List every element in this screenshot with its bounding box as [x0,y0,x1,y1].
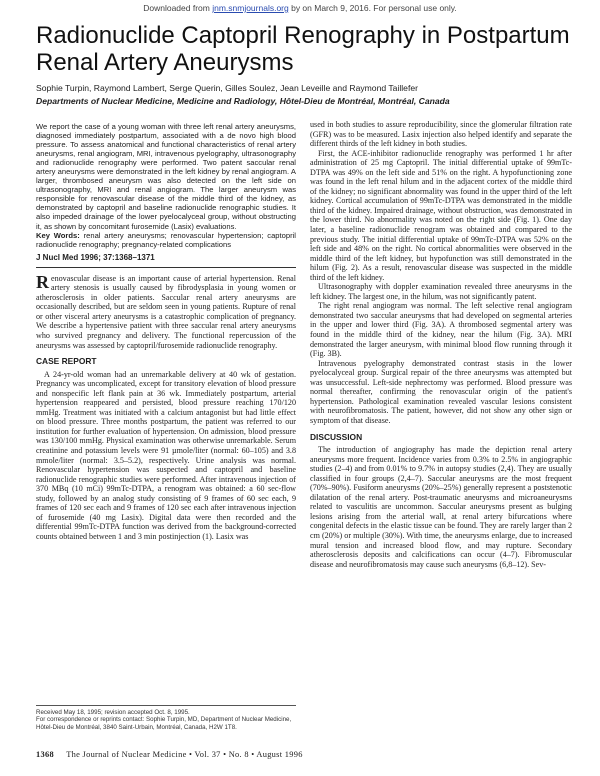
case-report-heading: CASE REPORT [36,356,97,367]
paragraph-2: First, the ACE-inhibitor radionuclide renography was performed 1 hr after administration of 25 mg Captopril. The initial differential uptake of 99mTc-DTPA was 49% on the left side and 51% on the right. A hypofunctioning zone was found in the left renal hilum and in the adjacent cortex of the middle third of the kidney; no significant abnormality was found in the upper third of the left kidney. Cortical accumulation of 99mTc-DTPA was demonstrated in the middle third of the kidney. Impaired drainage, without obstruction, was demonstrated in the lower third. No abnormality was noted on the right side (Fig. 1). One day later, a baseline radionuclide renogram was obtained and compared to the previous study. The initial differential uptake of 99mTc-DTPA was 52% on the left side and 48% on the right. No cortical abnormalities were observed in the middle third of the left kidney, but hypofunction was still demonstrated in the hilum (Fig. 2). As a result, renovascular disease was suspected in the middle third of the left kidney. [310,148,572,282]
discussion-heading: DISCUSSION [310,431,363,442]
paragraph-1: used in both studies to assure reproducibility, since the glomerular filtration rate (GFR) was to be measured. Lasix injection also helped identify and separate the different thirds of the left kidney in both studies. [310,120,572,149]
intro-section [36,271,296,542]
footnote-correspondence: For correspondence or reprints contact: Sophie Turpin, MD, Department of Nuclear Medicine, Hôtel-Dieu de Montréal, 3840 Saint-Urbain, Montréal, Canada, H2W 1T8. [36,716,292,731]
keywords-label: Key Words: [36,230,80,240]
page-footer [36,750,576,759]
download-suffix: by on March 9, 2016. For personal use only. [288,3,457,13]
paragraph-5: Intravenous pyelography demonstrated contrast stasis in the lower pyelocalyceal group. Surgical repair of the three aneurysms was attempted but was unsuccessful. Left-side nephrectomy was performed. Blood pressure was normal thereafter, confirming the renovascular origin of the patient's hypertension. Pathological examination revealed vascular lesions consistent with neurofibromatosis. The patient, however, did not show any other sign or symptom of that disease. [310,358,572,425]
journal-footer: The Journal of Nuclear Medicine • Vol. 37 • No. 8 • August 1996 [66,750,303,759]
journal-site-link[interactable]: jnm.snmjournals.org [212,3,289,13]
intro-paragraph [36,271,296,350]
affiliation: Departments of Nuclear Medicine, Medicine and Radiology, Hôtel-Dieu de Montréal, Montréal, Canada [36,96,450,106]
citation: J Nucl Med 1996; 37:1368–1371 [36,252,155,262]
drop-cap: R [36,271,49,292]
article-title: Radionuclide Captopril Renography in Postpartum Renal Artery Aneurysms [36,22,570,76]
page-number: 1368 [36,750,54,759]
keywords [36,231,296,249]
case-report-text: A 24-yr-old woman had an unremarkable delivery at 40 wk of gestation. Pregnancy was uncomplicated, except for transitory elevation of blood pressure and nonspecific left flank pain at 36 wk. Immediately postpartum, arterial hypertension reappeared and persisted, blood pressure reaching 170/120 mmHg. Treatment was initiated with a calcium antagonist but had little effect on blood pressure. Three months postpartum, the patient was referred to our institution for further evaluation of hypertension. On admission, blood pressure was 130/100 mmHg. Physical examination was otherwise unremarkable. Serum creatinine and potassium levels were 91 µmole/liter (normal: 60–105) and 3.8 mmole/liter (normal: 3.5–5.2), respectively. Urine analysis was normal. Renovascular hypertension was suspected and captopril and baseline radionuclide renographic studies were performed. After intravenous injection of 370 MBq (10 mCi) 99mTc-DTPA, a renogram was obtained: a 60 sec-flow study, followed by an analog study consisting of 9 frames of 60 sec each, 9 frames of 120 sec each and 9 frames of 120 sec each after intravenous injection of furosemide (40 mg Lasix). Digital data were then recorded and the differential 99mTc-DTPA function was derived from the background-corrected counts obtained between 1 and 3 min postinjection (1). Lasix was [36,369,296,541]
paragraph-3: Ultrasonography with doppler examination revealed three aneurysms in the left kidney. The largest one, in the hilum, was not significantly patent. [310,282,572,301]
footnote [36,705,296,731]
abstract-divider [36,267,296,268]
paragraph-4: The right renal angiogram was normal. The left selective renal angiogram demonstrated two saccular aneurysms that had developed on segmental arteries in the upper and lower third (Fig. 3A). A thrombosed segmental artery was found in the middle third of the kidney, near the hilum (Fig. 3A). MRI demonstrated the larger aneurysm, with minimal blood flow running through it (Fig. 3B). [310,301,572,359]
abstract-block [36,122,296,262]
footnote-received: Received May 18, 1995; revision accepted Oct. 8, 1995. [36,709,190,716]
paragraph-6: The introduction of angiography has made the depiction renal artery aneurysms more frequent. Incidence varies from 0.3% to 2.5% in angiographic studies (2–4) and from 0.01% to 9.7% in autopsy studies (2,4). They are usually classified in four groups (2,4–7). Saccular aneurysms are the most frequent (70%–90%). Fusiform aneurysms (20%–25%) generally represent a poststenotic dilatation of the renal artery. Post-traumatic aneurysms and microaneurysms related to vasculitis are uncommon. Saccular aneurysms present as bulging lesions arising from the arterial wall, at renal artery bifurcations where congenital defects in the elastic tissue can be found. They are rarely larger than 2 cm (20%) or multiple (30%). With time, the aneurysms enlarge, due to increased mural tension and increased blood flow, and may rupture. Secondary atherosclerosis deposits and calcifications can occur (4–7). Fibromuscular disease and neurofibromatosis may cause such aneurysms (6,8–12). Sev- [310,445,572,569]
author-list: Sophie Turpin, Raymond Lambert, Serge Querin, Gilles Soulez, Jean Leveille and Raymond Taillefer [36,83,418,93]
keywords-text: renal artery aneurysms; renovascular hypertension; captopril radionuclide renography; pregnancy-related complications [36,230,296,249]
right-column [310,120,572,569]
intro-text: enovascular disease is an important cause of arterial hypertension. Renal artery stenosis is usually caused by fibrodysplasia in young women or atherosclerosis in older patients. Saccular renal artery aneurysms are occasionally described, but are seldom seen in young patients. Rupture of renal or other visceral artery aneurysms is a catastrophic complication of pregnancy. We describe a hypertensive patient with three saccular renal artery aneurysms who survived pregnancy and delivery. The functional repercussion of the aneurysms was assessed by captopril/furosemide radionuclide renography. [36,273,296,350]
left-column [36,122,296,541]
download-prefix: Downloaded from [143,3,213,13]
download-notice [0,3,600,13]
abstract-text: We report the case of a young woman with three left renal artery aneurysms, diagnosed immediately postpartum, associated with a de novo high blood pressure. To assess anatomical and functional characteristics of renal artery aneurysms, renal angiogram, MRI, intravenous pyelography, ultrasonography and radionuclide renography were performed. Two patent saccular renal artery aneurysms were demonstrated in the left kidney by renal angiogram. A larger, thrombosed aneurysm was also detected on the left side on ultrasonography, MRI and renal angiogram. The larger aneurysm was responsible for renovascular disease of the middle third of the kidney, as demonstrated by captopril and baseline radionuclide renographic studies. It also impeded drainage of the lower pyelocalyceal group, without obstructing it, as shown by concomitant furosemide (Lasix) evaluations. [36,122,296,231]
